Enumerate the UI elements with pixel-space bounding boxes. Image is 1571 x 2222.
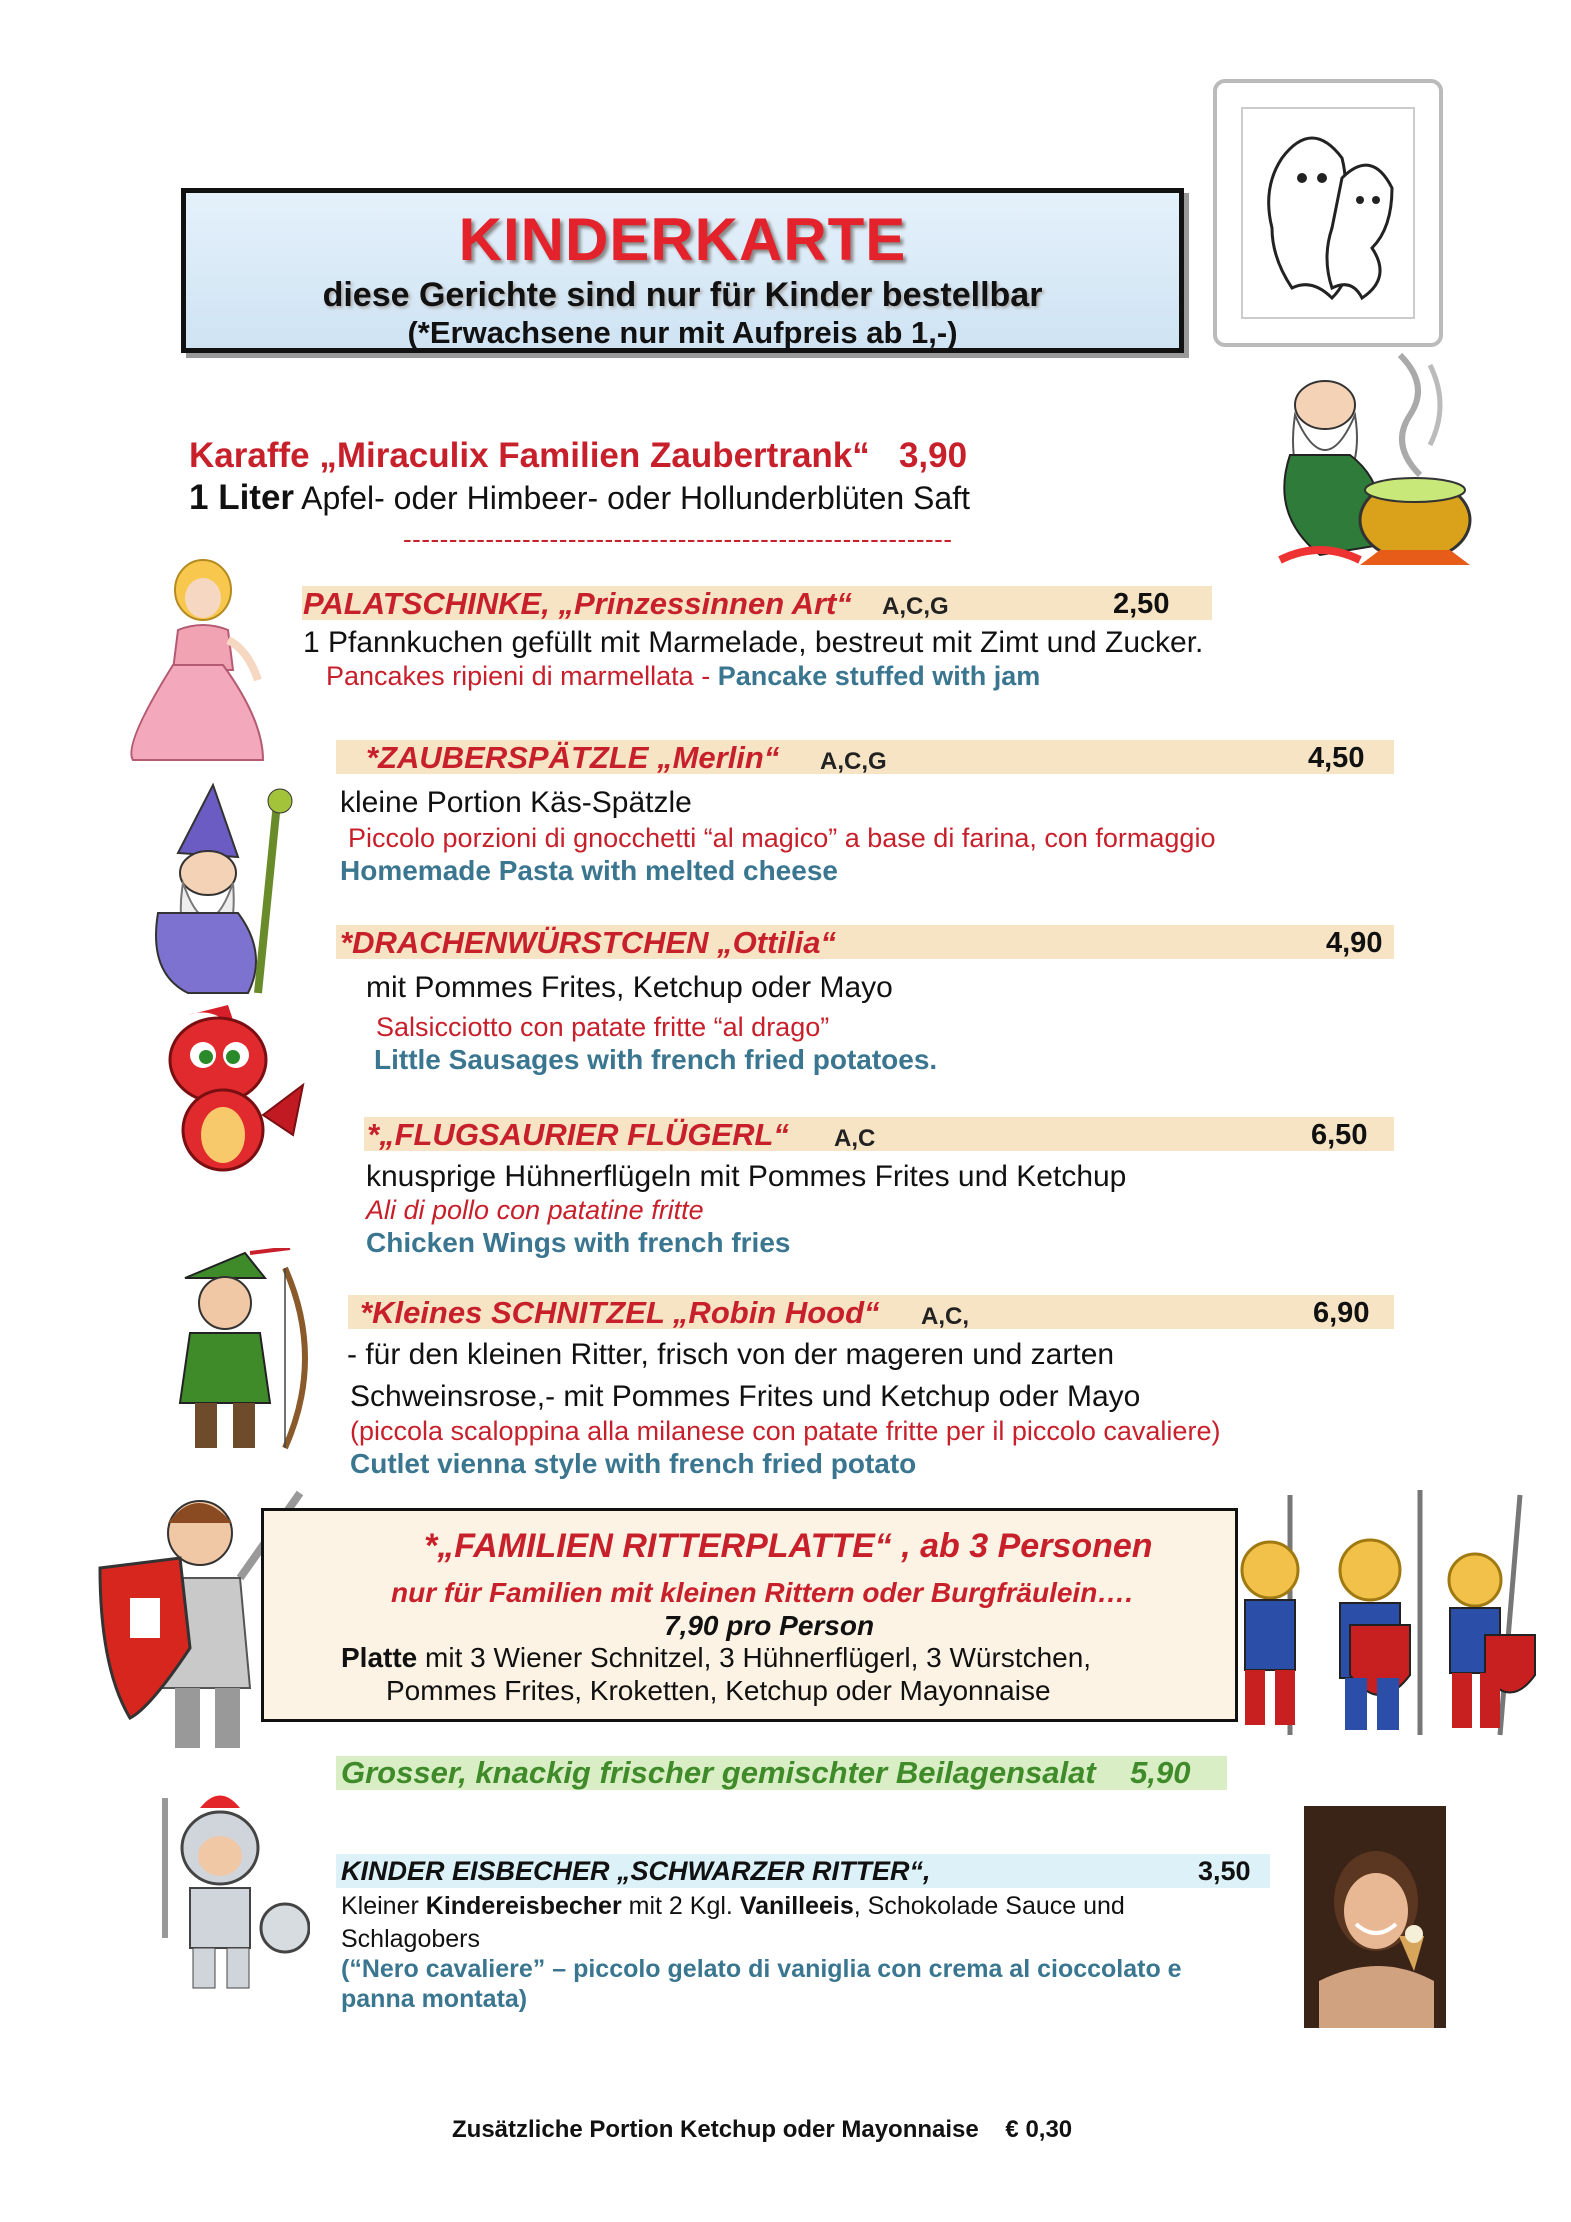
- karaffe-description: [189, 478, 970, 518]
- dish-desc-de2: Schweinsrose,- mit Pommes Frites und Ketchup oder Mayo: [350, 1380, 1141, 1413]
- dish-allergens: A,C: [834, 1125, 876, 1152]
- eisbecher-desc-part: , Schokolade Sauce und: [853, 1892, 1125, 1920]
- ghost-picture-icon: [1212, 78, 1444, 348]
- dish-name: *Kleines SCHNITZEL „Robin Hood“: [360, 1295, 880, 1330]
- dish-desc-de: - für den kleinen Ritter, frisch von der mageren und zarten: [347, 1338, 1115, 1371]
- dish-price: 4,50: [1308, 742, 1365, 774]
- header-box: [181, 188, 1184, 353]
- footer-text: Zusätzliche Portion Ketchup oder Mayonnaise: [452, 2116, 979, 2143]
- dish-desc-en: Pancake stuffed with jam: [717, 661, 1041, 691]
- eisbecher-desc-line1: [341, 1892, 1125, 1921]
- ritterplatte-price: 7,90 pro Person: [664, 1610, 875, 1641]
- eisbecher-desc-it1: (“Nero cavaliere” – piccolo gelato di vaniglia con crema al cioccolato e: [341, 1955, 1182, 1983]
- dish-desc-de: 1 Pfannkuchen gefüllt mit Marmelade, bestreut mit Zimt und Zucker.: [303, 626, 1204, 659]
- eisbecher-desc-part: Kleiner: [341, 1892, 419, 1920]
- page-subtitle: diese Gerichte sind nur für Kinder bestellbar: [322, 276, 1043, 314]
- princess-icon: [118, 550, 278, 765]
- footer-extra-portion: [452, 2116, 1072, 2144]
- karaffe-desc-text: Apfel- oder Himbeer- oder Hollunderblüten Saft: [301, 480, 970, 516]
- eisbecher-desc-part: mit 2 Kgl.: [628, 1892, 733, 1920]
- dish-name: PALATSCHINKE, „Prinzessinnen Art“: [303, 586, 852, 621]
- separator-line: ------------------------------------------------------------: [403, 524, 953, 554]
- dish-desc-en: Homemade Pasta with melted cheese: [340, 855, 838, 886]
- dish-desc-it: (piccola scaloppina alla milanese con patate fritte per il piccolo cavaliere): [350, 1416, 1221, 1446]
- dish-price: 6,50: [1311, 1119, 1368, 1151]
- dish-desc-de: mit Pommes Frites, Ketchup oder Mayo: [366, 971, 893, 1004]
- karaffe-price: 3,90: [898, 436, 968, 475]
- eisbecher-price: 3,50: [1198, 1856, 1251, 1886]
- eisbecher-desc-bold: Kindereisbecher: [425, 1892, 622, 1920]
- dish-desc-en: Little Sausages with french fried potatoes.: [374, 1044, 938, 1075]
- wizard-merlin-icon: [138, 783, 310, 998]
- miraculix-druid-icon: [1250, 345, 1500, 585]
- dish-desc-it: Salsicciotto con patate fritte “al drago”: [376, 1012, 830, 1042]
- salat-price: 5,90: [1130, 1755, 1191, 1790]
- dish-desc-en: Chicken Wings with french fries: [366, 1227, 791, 1258]
- dish-desc-it: Pancakes ripieni di marmellata: [326, 661, 694, 691]
- ritterplatte-line1-text: mit 3 Wiener Schnitzel, 3 Hühnerflügerl, 3 Würstchen,: [425, 1642, 1092, 1673]
- robin-hood-icon: [155, 1248, 315, 1468]
- small-knight-icon: [145, 1788, 310, 1998]
- dragon-ottilia-icon: [148, 1005, 308, 1185]
- dish-allergens: A,C,G: [820, 748, 887, 775]
- ritterplatte-subtitle: nur für Familien mit kleinen Rittern oder Burgfräulein….: [391, 1577, 1134, 1608]
- dish-desc-it: Piccolo porzioni di gnocchetti “al magico” a base di farina, con formaggio: [348, 823, 1216, 853]
- adult-surcharge-note: (*Erwachsene nur mit Aufpreis ab 1,-): [407, 315, 958, 350]
- eisbecher-desc-it2: panna montata): [341, 1985, 528, 2013]
- ritterplatte-line1-bold: Platte: [341, 1642, 418, 1673]
- karaffe-name: [189, 436, 967, 476]
- dish-desc-de: kleine Portion Käs-Spätzle: [340, 786, 692, 819]
- salat-line: [341, 1755, 1190, 1791]
- dish-name: *„FLUGSAURIER FLÜGERL“: [367, 1117, 789, 1152]
- salat-name: Grosser, knackig frischer gemischter Beilagensalat: [341, 1755, 1096, 1790]
- child-eating-ice-cream-photo: [1304, 1806, 1446, 2028]
- dish-price: 4,90: [1326, 927, 1383, 959]
- eisbecher-desc-bold: Vanilleeis: [739, 1892, 854, 1920]
- karaffe-name-text: Karaffe „Miraculix Familien Zaubertrank“: [189, 436, 870, 475]
- dish-desc-en: Cutlet vienna style with french fried potato: [350, 1448, 917, 1479]
- dish-desc-translations: [326, 661, 1040, 692]
- dish-desc-de: knusprige Hühnerflügeln mit Pommes Frites und Ketchup: [366, 1160, 1127, 1193]
- dish-name: *ZAUBERSPÄTZLE „Merlin“: [366, 740, 780, 775]
- dish-allergens: A,C,G: [882, 593, 949, 620]
- dish-price: 2,50: [1113, 588, 1170, 620]
- dish-allergens: A,C,: [921, 1303, 969, 1330]
- karaffe-volume: 1 Liter: [189, 478, 295, 517]
- dish-price: 6,90: [1313, 1297, 1370, 1329]
- ritterplatte-line1: [341, 1642, 1091, 1674]
- ritterplatte-title: *„FAMILIEN RITTERPLATTE“ , ab 3 Personen: [424, 1527, 1153, 1565]
- ritterplatte-line2: Pommes Frites, Kroketten, Ketchup oder Mayonnaise: [386, 1675, 1051, 1706]
- dish-desc-it: Ali di pollo con patatine fritte: [366, 1195, 704, 1225]
- dish-desc-separator: -: [701, 661, 711, 691]
- eisbecher-name: KINDER EISBECHER „SCHWARZER RITTER“,: [341, 1856, 931, 1886]
- eisbecher-desc-line2: Schlagobers: [341, 1925, 480, 1953]
- playmobil-knights-icon: [1200, 1485, 1550, 1740]
- footer-price: € 0,30: [1005, 2116, 1073, 2143]
- page-title: KINDERKARTE: [458, 206, 907, 273]
- dish-name: *DRACHENWÜRSTCHEN „Ottilia“: [340, 925, 836, 960]
